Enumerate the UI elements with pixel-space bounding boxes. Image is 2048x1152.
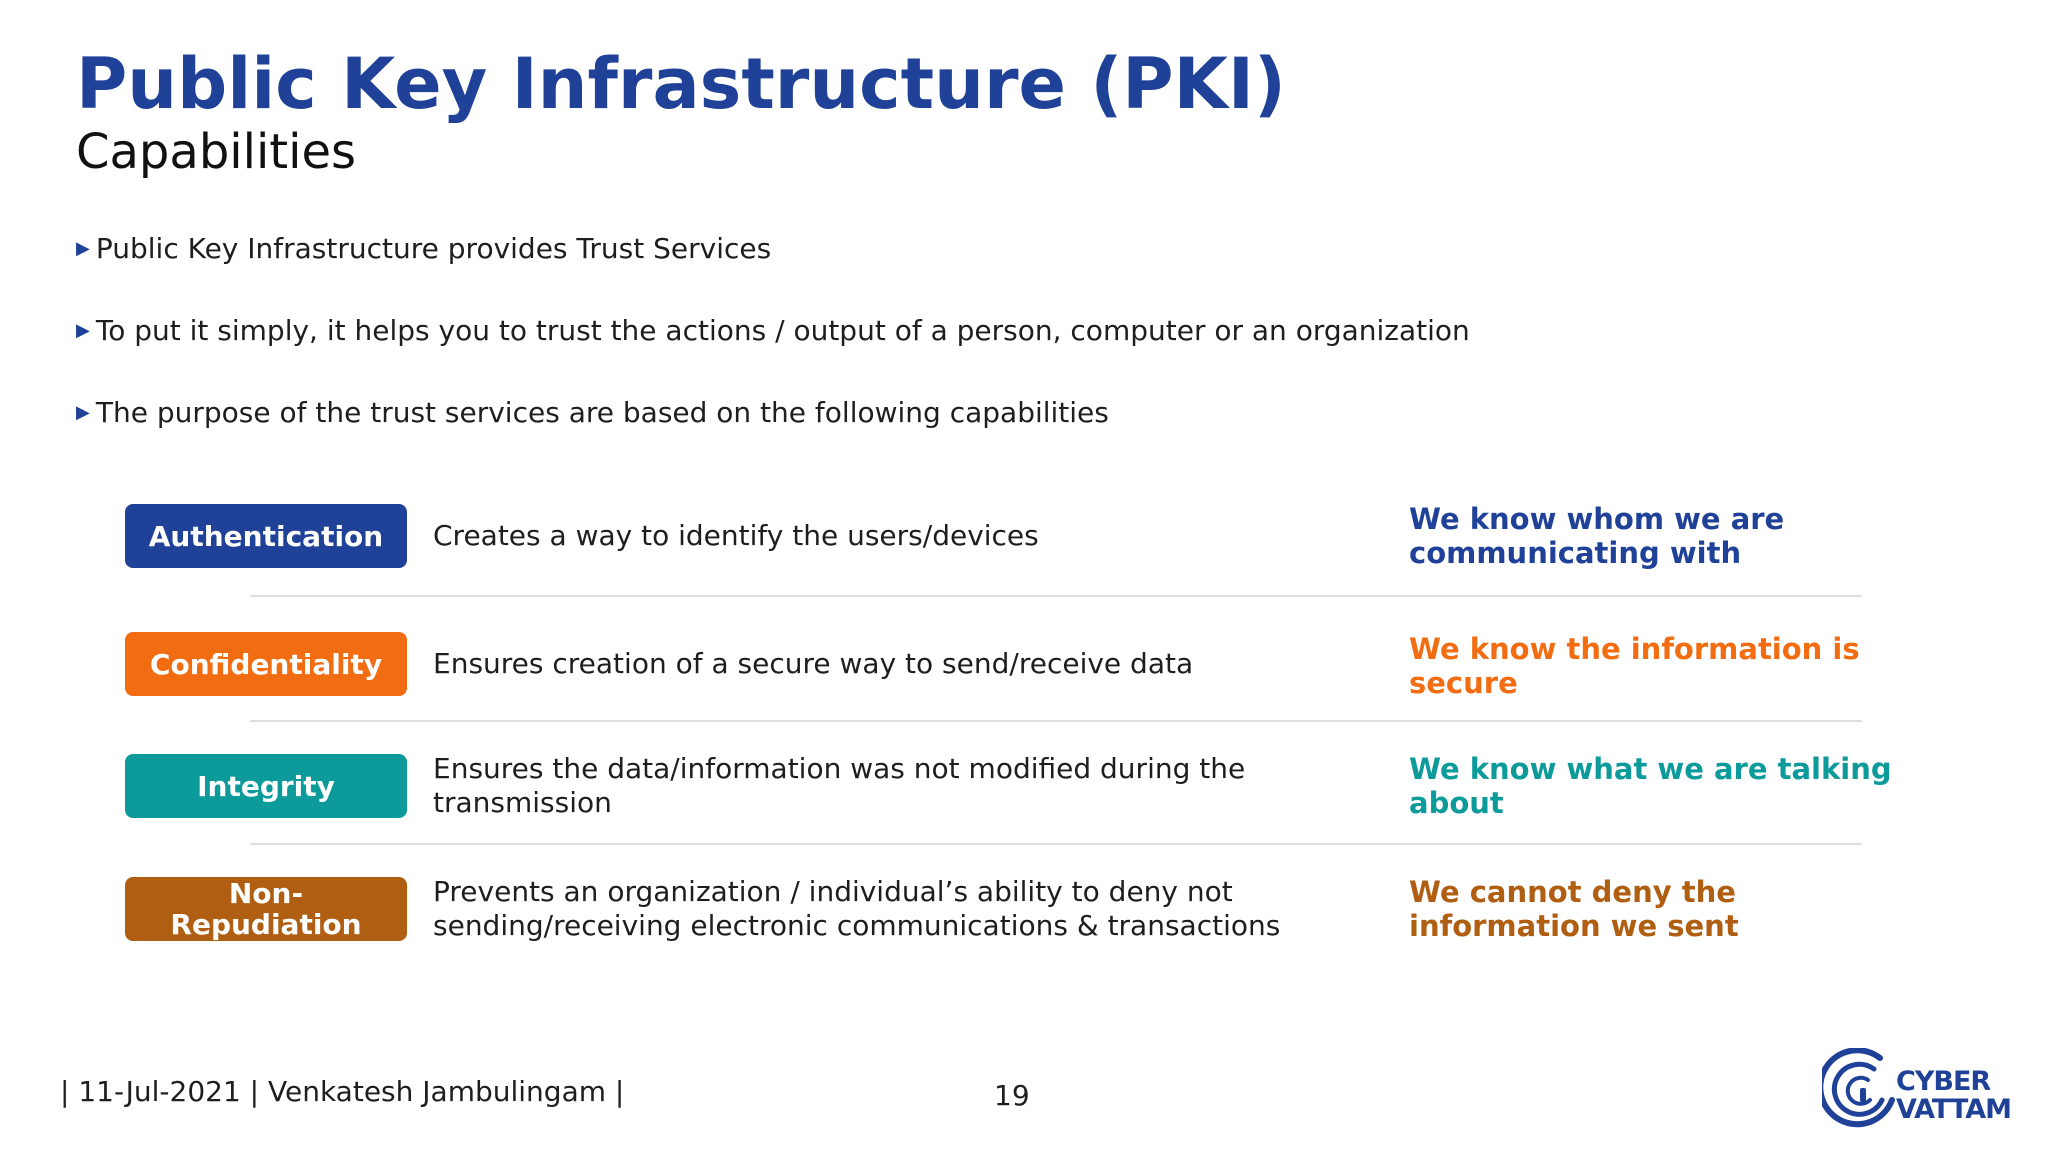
right-triangle-icon: ▶ [76,320,90,341]
logo-text-line2: VATTAM [1896,1094,2011,1125]
capability-description: Creates a way to identify the users/devices [433,519,1039,552]
capability-row-non-repudiation [0,877,2048,957]
capability-badge: Integrity [125,754,407,818]
capability-outcome: We know the information is secure [1409,632,1860,700]
capability-row-confidentiality [0,632,2048,712]
page-number: 19 [994,1079,1030,1112]
page-title: Public Key Infrastructure (PKI) [76,43,1286,125]
page-subtitle: Capabilities [76,124,356,180]
capability-row-authentication [0,504,2048,584]
capability-badge: Authentication [125,504,407,568]
bullet-item [76,229,771,269]
cyber-vattam-logo-icon [1822,1048,1902,1134]
capability-description: Prevents an organization / individual’s ability to deny not sending/receiving electronic communications & transactions [433,875,1281,942]
capability-badge: Confidentiality [125,632,407,696]
capability-row-integrity [0,754,2048,834]
row-divider [250,843,1862,845]
bullet-text: To put it simply, it helps you to trust the actions / output of a person, computer or an organization [95,314,1470,347]
row-divider [250,720,1862,722]
footer-text: | 11-Jul-2021 | Venkatesh Jambulingam | [60,1075,625,1108]
capability-outcome: We cannot deny the information we sent [1409,875,1739,943]
capability-description: Ensures the data/information was not modified during the transmission [433,752,1246,819]
capability-description: Ensures creation of a secure way to send/receive data [433,647,1194,680]
bullet-text: Public Key Infrastructure provides Trust Services [95,232,772,265]
capability-outcome: We know what we are talking about [1409,752,1892,820]
capability-outcome: We know whom we are communicating with [1409,502,1785,570]
logo-text-line1: CYBER [1896,1066,1991,1097]
row-divider [250,595,1862,597]
right-triangle-icon: ▶ [76,402,90,423]
bullet-text: The purpose of the trust services are based on the following capabilities [95,396,1109,429]
bullet-item [76,393,1109,433]
bullet-item [76,311,1470,351]
capability-badge: Non- Repudiation [125,877,407,941]
right-triangle-icon: ▶ [76,238,90,259]
cyber-vattam-logo [1822,1048,2012,1134]
